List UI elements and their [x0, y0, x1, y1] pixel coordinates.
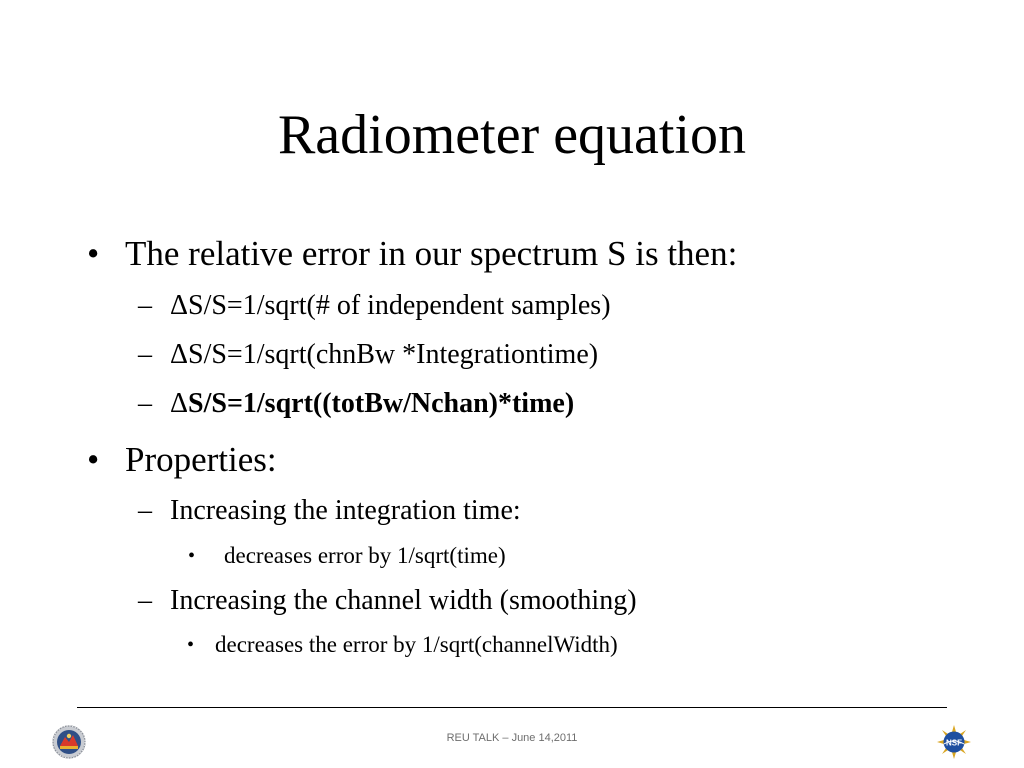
sub-sub-bullet-text: decreases the error by 1/sqrt(channelWidth)	[215, 632, 618, 657]
footer-text: REU TALK – June 14,2011	[446, 732, 578, 744]
slide-title: Radiometer equation	[277, 104, 747, 166]
dash-marker: –	[138, 339, 152, 370]
bullet-text: The relative error in our spectrum S is then:	[125, 234, 738, 273]
bullet-marker: •	[87, 234, 100, 273]
svg-text:NSF: NSF	[946, 738, 962, 748]
dash-marker: –	[138, 495, 152, 526]
sub-bullet-text-bold: S/S=1/sqrt((totBw/Nchan)*time)	[188, 388, 575, 419]
sub-bullet-text: ΔS/S=1/sqrt(# of independent samples)	[170, 290, 611, 321]
delta-symbol: Δ	[170, 388, 189, 419]
dash-marker: –	[138, 388, 152, 419]
sub-bullet-item	[138, 290, 611, 322]
sub-bullet-item	[138, 388, 575, 420]
bullet-marker: •	[87, 440, 100, 479]
sub-bullet-item	[138, 585, 637, 617]
bullet-item	[87, 440, 277, 480]
sub-sub-bullet-item	[187, 632, 618, 658]
dash-marker: –	[138, 585, 152, 616]
footer-divider	[77, 707, 947, 708]
dash-marker: –	[138, 290, 152, 321]
bullet-marker: •	[188, 545, 196, 567]
sub-sub-bullet-text: decreases error by 1/sqrt(time)	[224, 543, 506, 568]
sub-sub-bullet-item	[188, 543, 506, 569]
bullet-text: Properties:	[125, 440, 277, 479]
nsf-logo-icon	[937, 725, 971, 759]
sub-bullet-text: Increasing the channel width (smoothing)	[170, 585, 637, 616]
sub-bullet-item	[138, 495, 521, 527]
bullet-marker: •	[187, 634, 195, 656]
sub-bullet-text: Increasing the integration time:	[170, 495, 521, 526]
bullet-item	[87, 234, 738, 274]
sub-bullet-item	[138, 339, 599, 371]
sub-bullet-text: ΔS/S=1/sqrt(chnBw *Integrationtime)	[170, 339, 599, 370]
